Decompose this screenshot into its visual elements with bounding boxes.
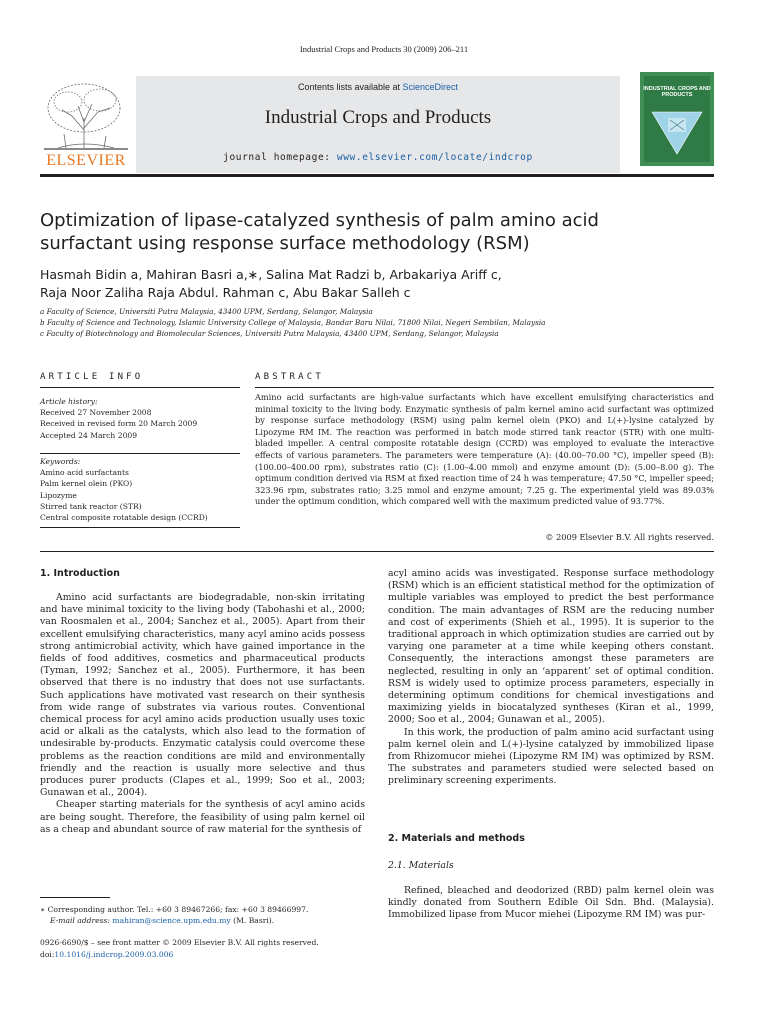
divider [40,453,240,454]
keyword-item: Stirred tank reactor (STR) [40,501,142,511]
affiliation-c: c Faculty of Biotechnology and Biomolecular Sciences, Universiti Putra Malaysia, 43400 UPM, Serdang, Selangor, Malaysia [40,329,499,338]
cover-art-icon [648,108,706,158]
keywords-heading: Keywords: [40,457,81,466]
abstract-text: Amino acid surfactants are high-value surfactants which have excellent emulsifying characteristics and minimal toxicity to the living body. Enzymatic synthesis of palm kernel amino acid surfactant was optimized by response surface methodology (RSM) using palm kernel olein (PKO) and L(+)-lysine catalyzed by Lipozyme RM IM. The reaction was performed in batch mode stirred tank reactor (STR) with one multi-bladed impeller. A central composite rotatable design (CCRD) was employed to evaluate the interactive effects of various parameters. The parameters were temperature (A): (40.00–70.00 °C), impeller speed (B): (100.00–400.00 rpm), substrates ratio (C): (1.00–4.00 mmol) and enzyme amount (D): (5.00–8.00 g). The optimum condition derived via RSM at fixed reaction time of 24 h was temperature; 47.50 °C, impeller speed; 323.96 rpm, substrates ratio; 3.25 mmol and enzyme amount; 7.25 g. The experimental yield was 89.03% under the optimum condition, which compared well with the maximum predicted value of 93.77%. [255,392,714,507]
author-list [40,266,700,302]
footnote [40,904,365,926]
divider [40,527,240,528]
history-revised: Received in revised form 20 March 2009 [40,419,198,429]
left-column [40,592,365,836]
divider [40,387,240,388]
right-column [388,568,714,788]
header-rule [40,174,714,177]
abstract-label: ABSTRACT [255,372,324,382]
homepage-prefix: journal homepage: [223,152,337,163]
cover-title: INDUSTRIAL CROPS AND PRODUCTS [643,86,711,98]
publisher-logo-text: ELSEVIER [46,152,126,169]
intro-paragraph-4: In this work, the production of palm amino acid surfactant using palm kernel olein and L(+)-lysine catalyzed by immobilized lipase from Rhizomucor miehei (Lipozyme RM IM) was optimized by RSM. The substrates and parameters studied were selected based on preliminary screening experiments. [388,726,714,787]
keyword-item: Amino acid surfactants [40,468,129,478]
email-line [40,915,365,926]
intro-paragraph-2: Cheaper starting materials for the synthesis of acyl amino acids are being sought. Therefore, the feasibility of using palm kernel oil as a cheap and abundant source of raw material for the synthesis of [40,799,365,835]
email-suffix: (M. Basri). [230,916,275,925]
article-title: Optimization of lipase-catalyzed synthesis of palm amino acid surfactant using response surface methodology (RSM) [40,210,599,254]
keyword-item: Central composite rotatable design (CCRD) [40,513,208,523]
affiliations [40,306,700,339]
subsection-heading-materials: 2.1. Materials [388,860,454,871]
journal-banner [136,76,620,173]
issn-line: 0926-6690/$ – see front matter © 2009 Elsevier B.V. All rights reserved. [40,938,319,947]
sciencedirect-link[interactable]: ScienceDirect [402,82,459,92]
intro-paragraph-1: Amino acid surfactants are biodegradable, non-skin irritating and have minimal toxicity to the living body (Tabohashi et al., 2000; van Roosmalen et al., 2004; Sanchez et al., 2005). Apart from their excellent emulsifying characteristics, many acyl amino acids possess strong antimicrobial activity, which have gained importance in the fields of food additives, cosmetics and pharmaceutical products (Tyman, 1992; Sanchez et al., 2005). Furthermore, it has been observed that there is no industry that does not use surfactants. Such applications have motivated vast research on their synthesis from wide range of substrates via various routes. Conventional chemical process for acyl amino acids production usually uses toxic acid or alkali as the catalysts, which also lead to the formation of undesirable by-products. Enzymatic catalysis could overcome these problems as the reaction conditions are mild and environmentally friendly and the reaction is usually more selective and thus produces purer products (Clapes et al., 1999; Soo et al., 2003; Gunawan et al., 2004). [40,592,366,799]
section-heading-methods: 2. Materials and methods [388,833,525,844]
article-info-label: ARTICLE INFO [40,372,144,382]
history-received: Received 27 November 2008 [40,408,152,418]
authors-line-2: Raja Noor Zaliha Raja Abdul. Rahman c, Abu Bakar Salleh c [40,285,411,300]
email-link[interactable]: mahiran@science.upm.edu.my [112,916,231,925]
running-head: Industrial Crops and Products 30 (2009) 206–211 [299,44,469,54]
divider [40,551,714,552]
journal-name: Industrial Crops and Products [264,107,492,128]
affiliation-a: a Faculty of Science, Universiti Putra Malaysia, 43400 UPM, Serdang, Selangor, Malaysia [40,307,373,316]
materials-paragraph: Refined, bleached and deodorized (RBD) palm kernel olein was kindly donated from Southern Edible Oil Sdn. Bhd. (Malaysia). Immobilized lipase from Mucor miehei (Lipozyme RM IM) was pur- [388,885,714,921]
history-accepted: Accepted 24 March 2009 [40,430,138,440]
corresponding-author-note: ∗ Corresponding author. Tel.: +60 3 89467266; fax: +60 3 89466997. [40,905,309,914]
article-history [40,396,240,441]
doi-link[interactable]: 10.1016/j.indcrop.2009.03.006 [54,949,174,959]
keyword-item: Palm kernel olein (PKO) [40,479,133,489]
materials-text [388,885,714,922]
keywords [40,456,240,523]
contents-prefix: Contents lists available at [297,82,403,92]
footnote-rule [40,897,110,898]
elsevier-logo [38,78,134,172]
doi-prefix: doi: [40,949,55,959]
affiliation-b: b Faculty of Science and Technology, Islamic University College of Malaysia, Bandar Baru Nilai, 71800 Nilai, Negeri Sembilan, Malaysia [40,318,546,327]
contents-line [136,82,620,92]
homepage-link[interactable]: www.elsevier.com/locate/indcrop [336,152,533,163]
divider [255,387,714,388]
history-heading: Article history: [40,397,98,406]
homepage-line [136,152,620,163]
authors-line-1: Hasmah Bidin a, Mahiran Basri a,∗, Salina Mat Radzi b, Arbakariya Ariff c, [40,267,502,282]
issn-block [40,937,365,960]
doi-line [40,949,365,961]
keyword-item: Lipozyme [40,490,77,500]
copyright: © 2009 Elsevier B.V. All rights reserved. [545,532,714,542]
email-label: E-mail address: [50,916,113,925]
intro-paragraph-3: acyl amino acids was investigated. Response surface methodology (RSM) which is an efficient statistical method for the optimization of multiple variables was employed to predict the best performance condition. The main advantages of RSM are the reducing number and cost of experiments (Shieh et al., 1995). It is superior to the traditional approach in which optimization studies are carried out by varying one parameter at a time while keeping others constant. Consequently, the interactions amongst these parameters are neglected, resulting in only an ‘apparent’ set of optimal condition. RSM is widely used to optimize process parameters, especially in determining optimum conditions for chemical investigations and maximizing yields in biocatalyzed syntheses (Kiran et al., 1999, 2000; Soo et al., 2004; Gunawan et al., 2005). [388,568,714,726]
journal-cover-thumbnail[interactable] [640,72,714,166]
section-heading-introduction: 1. Introduction [40,568,120,579]
